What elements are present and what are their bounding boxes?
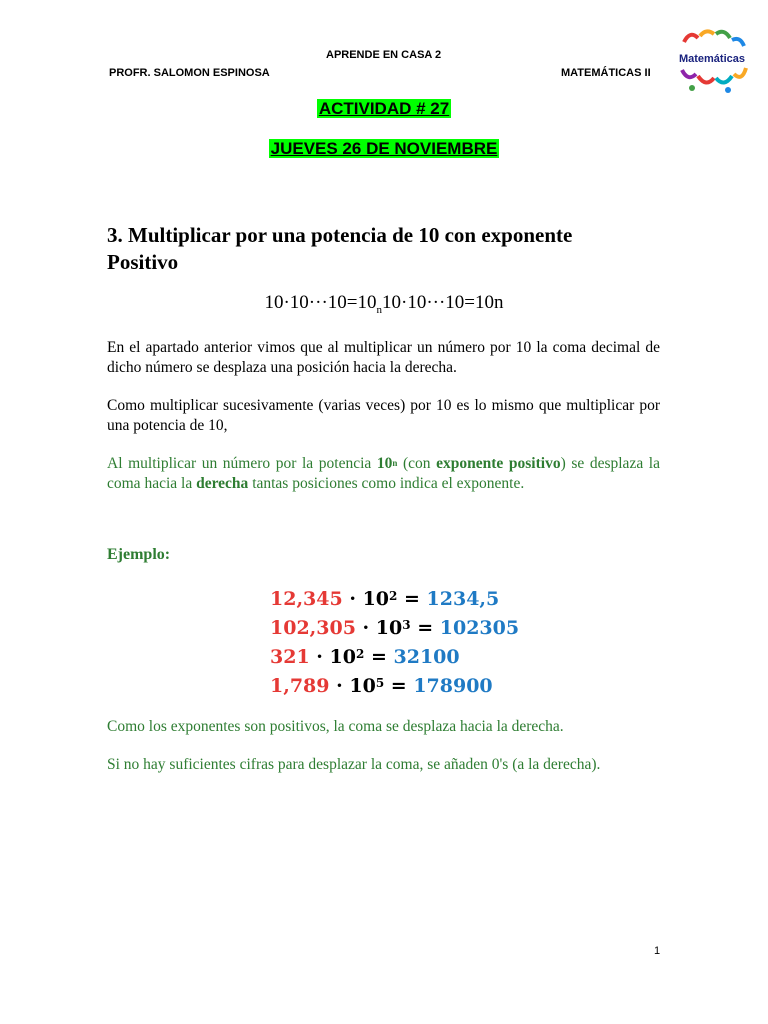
note-1: Como los exponentes son positivos, la coma se desplaza hacia la derecha. [107, 718, 564, 735]
formula-line: $10\cdot 10\cdot\cdot\cdot 10=10_n10\cdot 10\cdot\cdot\cdot 10=10n$ [264, 292, 504, 316]
paragraph-3: Al multiplicar un número por la potencia 10$^n$ (con exponente positivo) se desplaza la coma hacia la derecha tantas posiciones como indica el exponente. [107, 455, 660, 492]
paragraph-2: Como multiplicar sucesivamente (varias veces) por 10 es lo mismo que multiplicar por una potencia de 10, [107, 397, 660, 434]
date-label: JUEVES 26 DE NOVIEMBRE [270, 139, 498, 158]
logo-text: Matemáticas [678, 53, 746, 65]
note-2: Si no hay suficientes cifras para desplazar la coma, se añaden 0's (a la derecha). [107, 756, 601, 773]
matematicas-logo [674, 26, 750, 96]
example-label: Ejemplo: [107, 546, 171, 563]
paragraph-1: En el apartado anterior vimos que al multiplicar un número por 10 la coma decimal de dicho número se desplaza una posición hacia la derecha. [107, 339, 660, 376]
equation-1: $12,345 \cdot 10^2 = 1234,5$ [270, 588, 500, 610]
activity-label: ACTIVIDAD # 27 [318, 99, 450, 118]
page-number: 1 [654, 945, 661, 957]
section-title-line2: Positivo [107, 250, 179, 274]
course-title: APRENDE EN CASA 2 [326, 49, 442, 61]
subject-name: MATEMÁTICAS II [561, 67, 651, 79]
section-title-line1: 3. Multiplicar por una potencia de 10 con exponente [107, 223, 573, 247]
equation-2: $102,305 \cdot 10^3 = 102305$ [270, 617, 520, 639]
equation-4: $1,789 \cdot 10^5 = 178900$ [270, 675, 493, 697]
equation-3: $321 \cdot 10^2 = 32100$ [270, 646, 460, 668]
teacher-name: PROFR. SALOMON ESPINOSA [109, 67, 270, 79]
